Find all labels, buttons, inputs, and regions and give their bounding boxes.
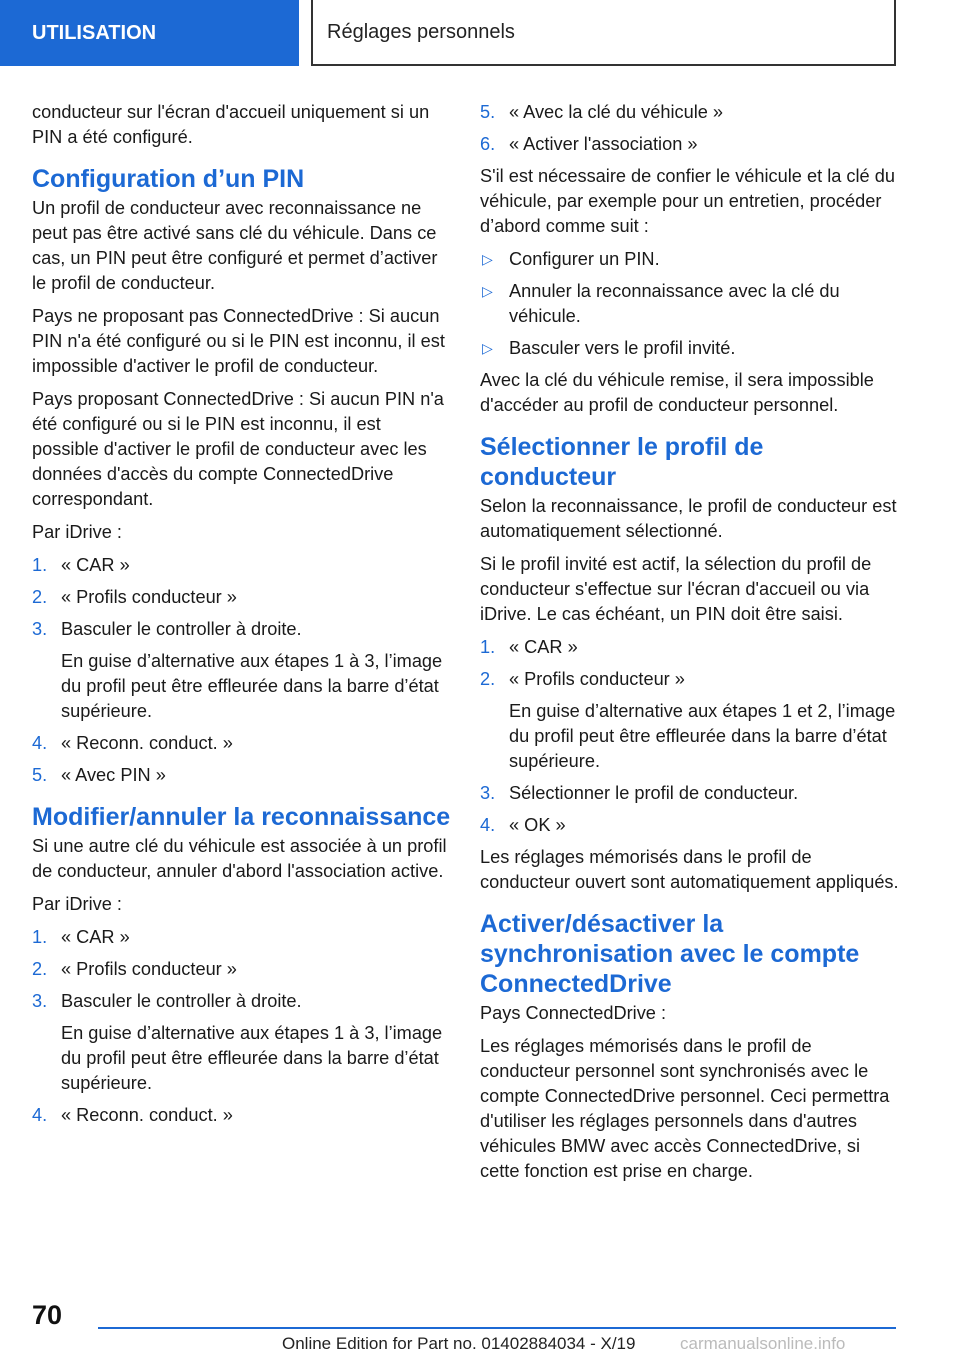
step-number: 2. [32,587,48,607]
list-item [480,100,900,125]
page-header [0,0,960,66]
step-number: 4. [32,733,48,753]
numbered-list [480,635,900,838]
list-item [480,667,900,774]
bullet-text: Configurer un PIN. [509,249,660,269]
step-text: « Profils conducteur » [509,669,685,689]
step-note: En guise d’alternative aux étapes 1 à 3, l’image du profil peut être effleurée dans la barre d’état supérieure. [61,1023,443,1093]
paragraph: Pays ConnectedDrive : [480,1003,667,1023]
step-note: En guise d’alternative aux étapes 1 à 3, l’image du profil peut être effleurée dans la barre d’état supérieure. [61,651,443,721]
step-number: 3. [32,619,48,639]
heading-pin-config: Configuration d’un PIN [32,165,305,193]
triangle-bullet-icon: ▷ [482,251,493,267]
step-number: 4. [480,815,496,835]
step-text: Basculer le controller à droite. [61,991,302,1011]
step-text: « Profils conducteur » [61,959,237,979]
bullet-list [480,247,900,361]
list-item [480,336,900,361]
step-text: « Avec PIN » [61,765,166,785]
step-number: 1. [32,927,48,947]
paragraph: Si le profil invité est actif, la sélection du profil de conducteur s'effectue sur l'écran d'accueil ou via iDrive. Le cas échéant, un PIN doit être saisi. [480,554,872,624]
step-text: « OK » [509,815,566,835]
section-tab: UTILISATION [0,0,299,66]
paragraph: Selon la reconnaissance, le profil de conducteur est automatiquement sélectionné. [480,496,897,541]
triangle-bullet-icon: ▷ [482,283,493,299]
step-text: Basculer le controller à droite. [61,619,302,639]
list-item [32,989,452,1096]
paragraph: Si une autre clé du véhicule est associée à un profil de conducteur, annuler d'abord l'association active. [32,836,447,881]
step-text: Sélectionner le profil de conducteur. [509,783,799,803]
step-number: 1. [480,637,496,657]
step-note: En guise d’alternative aux étapes 1 et 2, l’image du profil peut être effleurée dans la barre d’état supérieure. [509,701,896,771]
heading-modify-recognition: Modifier/annuler la reconnaissance [32,803,451,831]
paragraph: Par iDrive : [32,894,122,914]
step-text: « CAR » [61,927,130,947]
step-text: « Profils conducteur » [61,587,237,607]
step-number: 3. [480,783,496,803]
step-number: 5. [32,765,48,785]
bullet-text: Basculer vers le profil invité. [509,338,736,358]
list-item [32,553,452,578]
heading-sync-connecteddrive: Activer/désactiver la synchronisation avec le compte ConnectedDrive [480,910,860,998]
list-item [480,781,900,806]
step-text: « Avec la clé du véhicule » [509,102,724,122]
step-number: 2. [480,669,496,689]
numbered-list [480,100,900,157]
list-item [32,585,452,610]
right-column [480,100,900,1192]
list-item [32,957,452,982]
footer-divider [98,1327,896,1329]
list-item [32,1103,452,1128]
step-number: 1. [32,555,48,575]
list-item [480,132,900,157]
triangle-bullet-icon: ▷ [482,340,493,356]
numbered-list [32,553,452,788]
paragraph: S'il est nécessaire de confier le véhicule et la clé du véhicule, par exemple pour un entretien, procéder d’abord comme suit : [480,166,895,236]
step-number: 5. [480,102,496,122]
list-item [32,731,452,756]
left-column [32,100,452,1135]
step-number: 6. [480,134,496,154]
list-item [32,925,452,950]
list-item [32,617,452,724]
footer-edition-text: Online Edition for Part no. 01402884034 - X/19 [282,1334,636,1353]
step-text: « Activer l'association » [509,134,698,154]
page-number: 70 [32,1300,63,1330]
step-text: « CAR » [509,637,578,657]
step-text: « CAR » [61,555,130,575]
paragraph: Les réglages mémorisés dans le profil de conducteur personnel sont synchronisés avec le compte ConnectedDrive personnel. Ceci permettra d'utiliser les réglages personnels dans d'autres véhicules BMW avec accès ConnectedDrive, si cette fonction est prise en charge. [480,1036,890,1181]
paragraph: Pays ne proposant pas ConnectedDrive : Si aucun PIN n'a été configuré ou si le PIN est inconnu, il est impossible d'activer le profil de conducteur. [32,306,445,376]
step-text: « Reconn. conduct. » [61,1105,233,1125]
watermark-text: carmanualsonline.info [680,1334,846,1353]
paragraph: Un profil de conducteur avec reconnaissance ne peut pas être activé sans clé du véhicule. Dans ce cas, un PIN peut être configuré et permet d’activer le profil de conducteur. [32,198,438,293]
step-number: 2. [32,959,48,979]
chapter-title: Réglages personnels [311,0,896,66]
bullet-text: Annuler la reconnaissance avec la clé du véhicule. [509,281,840,326]
paragraph: Pays proposant ConnectedDrive : Si aucun PIN n'a été configuré ou si le PIN est inconnu, il est possible d'activer le profil de conducteur avec les données d'accès du compte ConnectedDrive correspondant. [32,389,444,509]
paragraph: Les réglages mémorisés dans le profil de conducteur ouvert sont automatiquement appliqués. [480,847,899,892]
list-item [480,247,900,272]
paragraph: Avec la clé du véhicule remise, il sera impossible d'accéder au profil de conducteur personnel. [480,370,874,415]
list-item [480,813,900,838]
step-number: 3. [32,991,48,1011]
list-item [480,279,900,329]
step-number: 4. [32,1105,48,1125]
paragraph: Par iDrive : [32,522,122,542]
step-text: « Reconn. conduct. » [61,733,233,753]
list-item [480,635,900,660]
list-item [32,763,452,788]
numbered-list [32,925,452,1128]
heading-select-profile: Sélectionner le profil de conducteur [480,433,764,491]
intro-paragraph: conducteur sur l'écran d'accueil uniquement si un PIN a été configuré. [32,102,430,147]
